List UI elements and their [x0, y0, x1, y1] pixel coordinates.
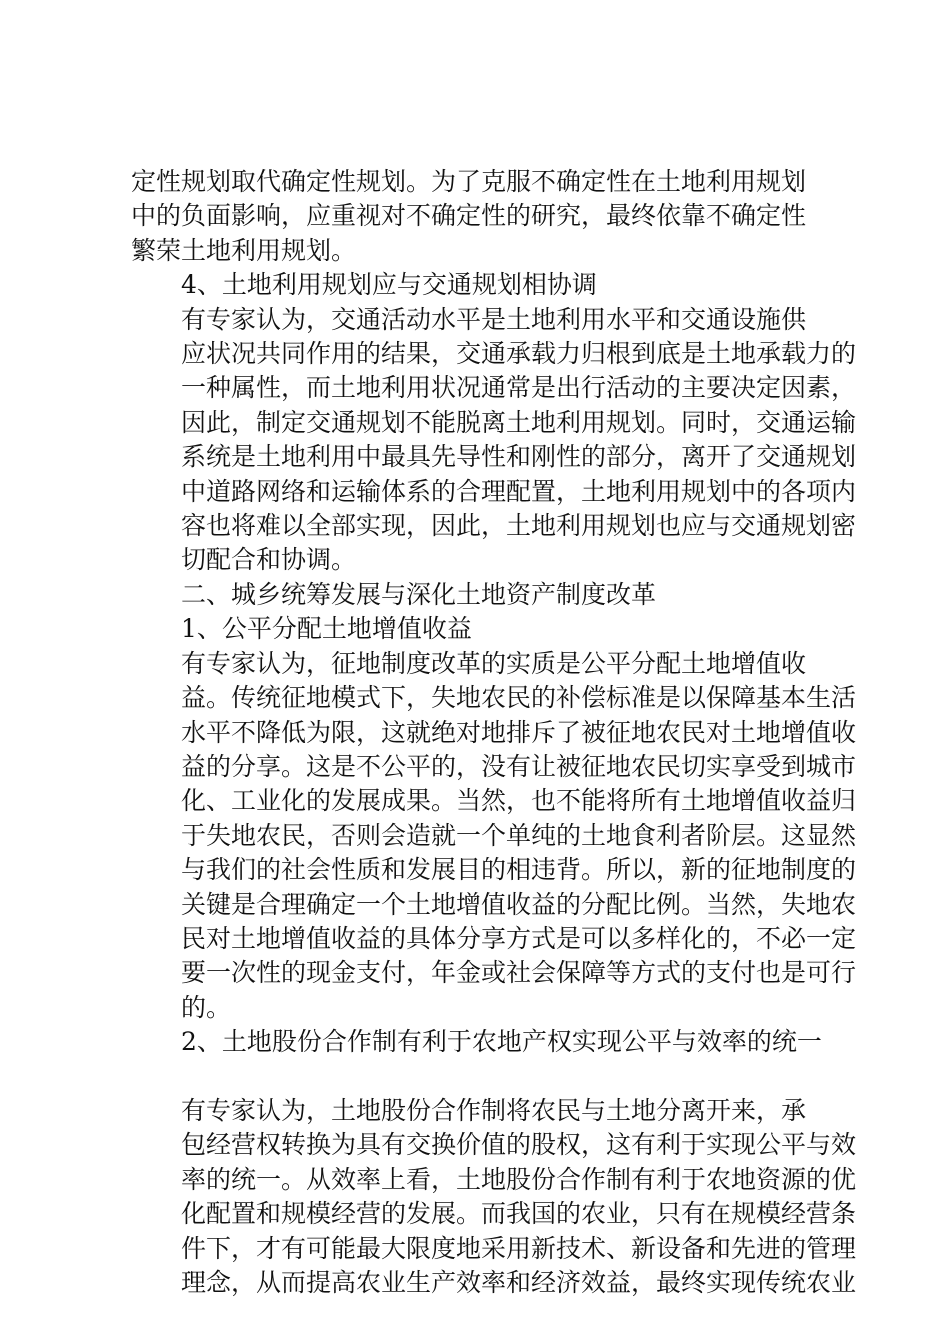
- text-line: 率的统一。从效率上看，土地股份合作制有利于农地资源的优: [181, 1164, 857, 1194]
- text-line: 化、工业化的发展成果。当然，也不能将所有土地增值收益归: [181, 786, 857, 816]
- heading-fair-distribution: [131, 612, 831, 646]
- text-line: 因此，制定交通规划不能脱离土地利用规划。同时，交通运输: [181, 407, 857, 437]
- text-line: 繁荣土地利用规划。: [131, 235, 357, 265]
- text-line: 一种属性，而土地利用状况通常是出行活动的主要决定因素，: [181, 373, 857, 403]
- text-line: 有专家认为，征地制度改革的实质是公平分配土地增值收: [181, 648, 807, 678]
- text-line: 中的负面影响，应重视对不确定性的研究，最终依靠不确定性: [131, 201, 807, 231]
- heading-transport-coordination: [131, 268, 831, 302]
- heading-text: 1、公平分配土地增值收益: [181, 614, 472, 644]
- text-line: 定性规划取代确定性规划。为了克服不确定性在土地利用规划: [131, 167, 807, 196]
- document-page: [131, 165, 857, 1300]
- text-line: 与我们的社会性质和发展目的相违背。所以，新的征地制度的: [181, 855, 857, 885]
- text-line: 件下，才有可能最大限度地采用新技术、新设备和先进的管理: [181, 1233, 857, 1263]
- text-line: 化配置和规模经营的发展。而我国的农业，只有在规模经营条: [181, 1199, 857, 1229]
- paragraph-shareholding: [131, 1094, 857, 1300]
- heading-text: 4、土地利用规划应与交通规划相协调: [181, 270, 597, 300]
- text-line: 有专家认为，交通活动水平是土地利用水平和交通设施供: [181, 304, 807, 334]
- text-line: 益。传统征地模式下，失地农民的补偿标准是以保障基本生活: [181, 683, 857, 713]
- heading-section-two: [131, 578, 831, 612]
- paragraph-uncertainty: [131, 165, 831, 268]
- text-line: 应状况共同作用的结果，交通承载力归根到底是土地承载力的: [181, 339, 857, 369]
- text-line: 理念，从而提高农业生产效率和经济效益，最终实现传统农业: [181, 1267, 857, 1297]
- heading-shareholding-cooperative: [131, 1025, 831, 1059]
- text-line: 关键是合理确定一个土地增值收益的分配比例。当然，失地农: [181, 889, 857, 919]
- text-line: 中道路网络和运输体系的合理配置，土地利用规划中的各项内: [181, 476, 857, 506]
- paragraph-land-value: [131, 647, 857, 1025]
- heading-text: 二、城乡统筹发展与深化土地资产制度改革: [181, 579, 657, 609]
- paragraph-transport: [131, 303, 857, 578]
- text-line: 民对土地增值收益的具体分享方式是可以多样化的，不必一定: [181, 923, 857, 953]
- text-line: 系统是土地利用中最具先导性和刚性的部分，离开了交通规划: [181, 442, 857, 472]
- text-line: 的。: [181, 992, 232, 1022]
- text-line: 于失地农民，否则会造就一个单纯的土地食利者阶层。这显然: [181, 820, 857, 850]
- text-line: 包经营权转换为具有交换价值的股权，这有利于实现公平与效: [181, 1130, 857, 1160]
- blank-line: [131, 1060, 831, 1094]
- text-line: 水平不降低为限，这就绝对地排斥了被征地农民对土地增值收: [181, 717, 857, 747]
- text-line: 容也将难以全部实现，因此，土地利用规划也应与交通规划密: [181, 511, 857, 541]
- text-line: 有专家认为，土地股份合作制将农民与土地分离开来，承: [181, 1095, 807, 1125]
- heading-text: 2、土地股份合作制有利于农地产权实现公平与效率的统一: [181, 1027, 822, 1057]
- text-line: 切配合和协调。: [181, 545, 357, 575]
- text-line: 益的分享。这是不公平的，没有让被征地农民切实享受到城市: [181, 751, 857, 781]
- text-line: 要一次性的现金支付，年金或社会保障等方式的支付也是可行: [181, 958, 857, 988]
